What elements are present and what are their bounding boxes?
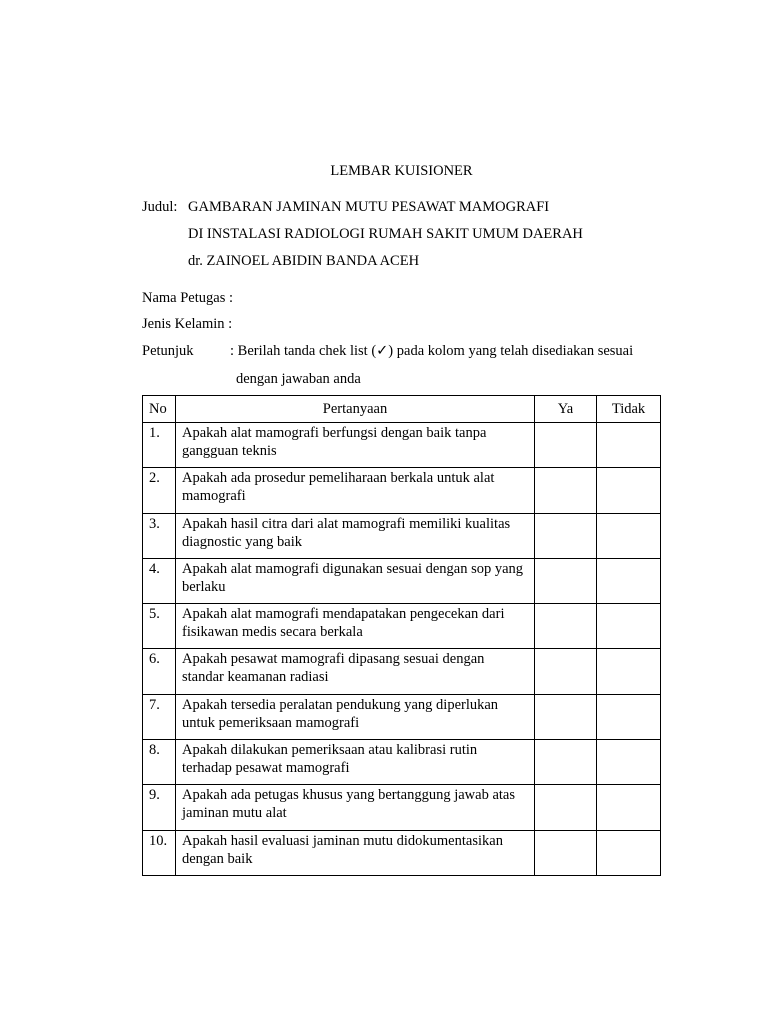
row-question: Apakah dilakukan pemeriksaan atau kalibrasi rutin terhadap pesawat mamografi (176, 740, 535, 785)
row-number: 7. (143, 694, 176, 739)
row-number: 9. (143, 785, 176, 830)
row-number: 5. (143, 604, 176, 649)
tidak-checkbox-cell[interactable] (597, 558, 661, 603)
row-question: Apakah tersedia peralatan pendukung yang diperlukan untuk pemeriksaan mamografi (176, 694, 535, 739)
row-question: Apakah alat mamografi mendapatakan pengecekan dari fisikawan medis secara berkala (176, 604, 535, 649)
petunjuk-text-line-2: dengan jawaban anda (236, 371, 361, 387)
header-pertanyaan: Pertanyaan (176, 396, 535, 423)
row-question: Apakah alat mamografi digunakan sesuai dengan sop yang berlaku (176, 558, 535, 603)
table-row (143, 604, 661, 649)
row-question: Apakah pesawat mamografi dipasang sesuai dengan standar keamanan radiasi (176, 649, 535, 694)
header-no: No (143, 396, 176, 423)
row-number: 4. (143, 558, 176, 603)
tidak-checkbox-cell[interactable] (597, 649, 661, 694)
row-number: 6. (143, 649, 176, 694)
row-question: Apakah ada prosedur pemeliharaan berkala untuk alat mamografi (176, 468, 535, 513)
ya-checkbox-cell[interactable] (535, 468, 597, 513)
ya-checkbox-cell[interactable] (535, 649, 597, 694)
table-header-row (143, 396, 661, 423)
tidak-checkbox-cell[interactable] (597, 423, 661, 468)
row-number: 10. (143, 830, 176, 875)
row-question: Apakah alat mamografi berfungsi dengan baik tanpa gangguan teknis (176, 423, 535, 468)
ya-checkbox-cell[interactable] (535, 830, 597, 875)
row-number: 1. (143, 423, 176, 468)
tidak-checkbox-cell[interactable] (597, 694, 661, 739)
petunjuk-label: Petunjuk (142, 343, 194, 359)
table-row (143, 694, 661, 739)
tidak-checkbox-cell[interactable] (597, 785, 661, 830)
judul-label: Judul: (142, 199, 178, 215)
ya-checkbox-cell[interactable] (535, 513, 597, 558)
row-number: 2. (143, 468, 176, 513)
header-ya: Ya (535, 396, 597, 423)
tidak-checkbox-cell[interactable] (597, 468, 661, 513)
header-tidak: Tidak (597, 396, 661, 423)
table-row (143, 423, 661, 468)
document-title: LEMBAR KUISIONER (330, 163, 473, 179)
table-row (143, 649, 661, 694)
judul-line-1: GAMBARAN JAMINAN MUTU PESAWAT MAMOGRAFI (188, 199, 550, 215)
nama-petugas-label: Nama Petugas : (142, 290, 234, 306)
ya-checkbox-cell[interactable] (535, 740, 597, 785)
tidak-checkbox-cell[interactable] (597, 830, 661, 875)
judul-line-2: DI INSTALASI RADIOLOGI RUMAH SAKIT UMUM DAERAH (188, 226, 583, 242)
table-row (143, 558, 661, 603)
row-question: Apakah hasil citra dari alat mamografi memiliki kualitas diagnostic yang baik (176, 513, 535, 558)
tidak-checkbox-cell[interactable] (597, 740, 661, 785)
questionnaire-table (142, 395, 661, 876)
ya-checkbox-cell[interactable] (535, 423, 597, 468)
table-row (143, 785, 661, 830)
tidak-checkbox-cell[interactable] (597, 513, 661, 558)
row-question: Apakah ada petugas khusus yang bertanggung jawab atas jaminan mutu alat (176, 785, 535, 830)
ya-checkbox-cell[interactable] (535, 558, 597, 603)
jenis-kelamin-label: Jenis Kelamin : (142, 316, 233, 332)
row-number: 3. (143, 513, 176, 558)
table-row (143, 513, 661, 558)
ya-checkbox-cell[interactable] (535, 694, 597, 739)
table-row (143, 830, 661, 875)
ya-checkbox-cell[interactable] (535, 604, 597, 649)
ya-checkbox-cell[interactable] (535, 785, 597, 830)
tidak-checkbox-cell[interactable] (597, 604, 661, 649)
judul-line-3: dr. ZAINOEL ABIDIN BANDA ACEH (188, 253, 420, 269)
table-row (143, 468, 661, 513)
petunjuk-text-line-1: : Berilah tanda chek list (✓) pada kolom yang telah disediakan sesuai (230, 343, 634, 359)
table-row (143, 740, 661, 785)
row-question: Apakah hasil evaluasi jaminan mutu didokumentasikan dengan baik (176, 830, 535, 875)
row-number: 8. (143, 740, 176, 785)
